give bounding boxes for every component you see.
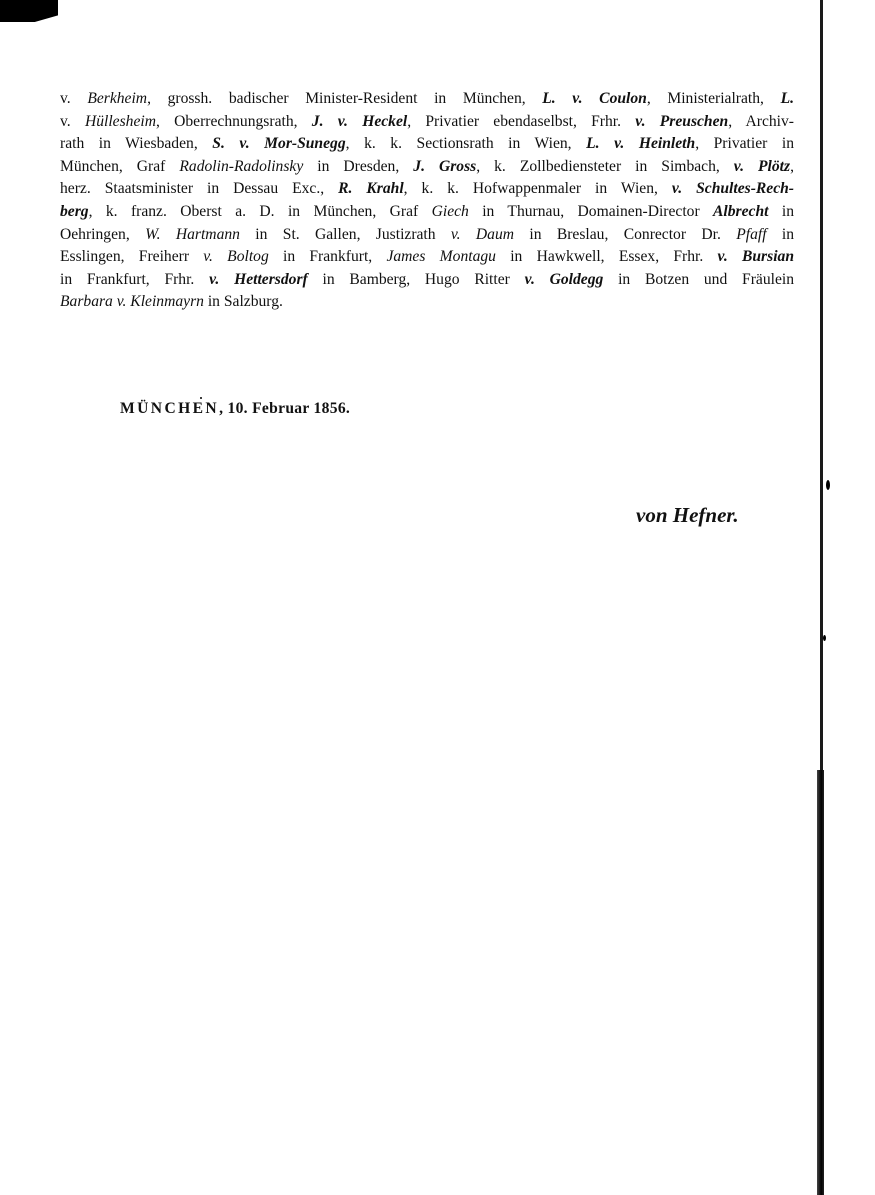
scan-artifact-corner	[0, 0, 58, 22]
person-name: James Montagu	[386, 248, 496, 266]
body-line: München, Graf Radolin-Radolinsky in Dresden, J. Gross, k. Zollbediensteter in Simbach, v. Plötz,	[60, 157, 794, 175]
body-line: in Frankfurt, Frhr. v. Hettersdorf in Bamberg, Hugo Ritter v. Goldegg in Botzen und Fräulein	[60, 270, 795, 288]
scan-artifact-speck	[823, 635, 826, 641]
person-name: Giech	[431, 202, 469, 220]
person-name: v. Goldegg	[524, 270, 604, 288]
person-name: Radolin-Radolinsky	[179, 157, 304, 175]
body-line: Oehringen, W. Hartmann in St. Gallen, Justizrath v. Daum in Breslau, Conrector Dr. Pfaff in	[60, 225, 795, 243]
person-name: Barbara v. Kleinmayrn	[60, 293, 204, 311]
body-line: v. Hüllesheim, Oberrechnungsrath, J. v. Heckel, Privatier ebendaselbst, Frhr. v. Preuschen, Archiv-	[60, 112, 794, 130]
scan-artifact-edge-shadow	[817, 770, 824, 1195]
person-name: Hüllesheim	[84, 112, 156, 130]
person-name: v. Bursian	[717, 248, 794, 266]
person-name: R. Krahl	[338, 180, 404, 198]
body-line: rath in Wiesbaden, S. v. Mor-Sunegg, k. k. Sectionsrath in Wien, L. v. Heinleth, Privatier in	[60, 135, 794, 153]
document-body	[60, 88, 794, 314]
dateline-city: MÜNCHEN	[120, 400, 220, 417]
scan-artifact-speck	[200, 397, 202, 399]
person-name: v. Schultes-Rech-	[671, 180, 794, 198]
person-name: v. Boltog	[203, 248, 269, 266]
body-line: v. Berkheim, grossh. badischer Minister-Resident in München, L. v. Coulon, Ministerialrath, L.	[60, 90, 794, 107]
person-name: Albrecht	[713, 202, 769, 220]
body-line: Esslingen, Freiherr v. Boltog in Frankfurt, James Montagu in Hawkwell, Essex, Frhr. v. Bursian	[60, 248, 794, 266]
person-name: L. v. Coulon	[542, 90, 647, 107]
person-name: Pfaff	[736, 225, 767, 243]
person-name: J. Gross	[413, 157, 477, 175]
dateline	[120, 400, 350, 418]
dateline-date: , 10. Februar 1856.	[219, 400, 351, 417]
person-name: L. v. Heinleth	[586, 135, 696, 153]
person-name: Berkheim	[87, 90, 148, 107]
person-name: v. Plötz	[733, 157, 791, 175]
body-line: herz. Staatsminister in Dessau Exc., R. Krahl, k. k. Hofwappenmaler in Wien, v. Schultes-Rech-	[60, 180, 794, 198]
signature: von Hefner.	[636, 503, 739, 527]
person-name: berg	[60, 202, 89, 220]
person-name: W. Hartmann	[145, 225, 240, 243]
scan-artifact-speck	[826, 480, 830, 490]
person-name: v. Daum	[450, 225, 515, 243]
body-line: Barbara v. Kleinmayrn in Salzburg.	[60, 293, 283, 311]
person-name: J. v. Heckel	[311, 112, 408, 130]
person-name: v. Hettersdorf	[209, 270, 308, 288]
body-line: berg, k. franz. Oberst a. D. in München, Graf Giech in Thurnau, Domainen-Director Albrecht in	[60, 202, 794, 220]
person-name: v. Preuschen	[635, 112, 729, 130]
person-name: S. v. Mor-Sunegg	[212, 135, 346, 153]
